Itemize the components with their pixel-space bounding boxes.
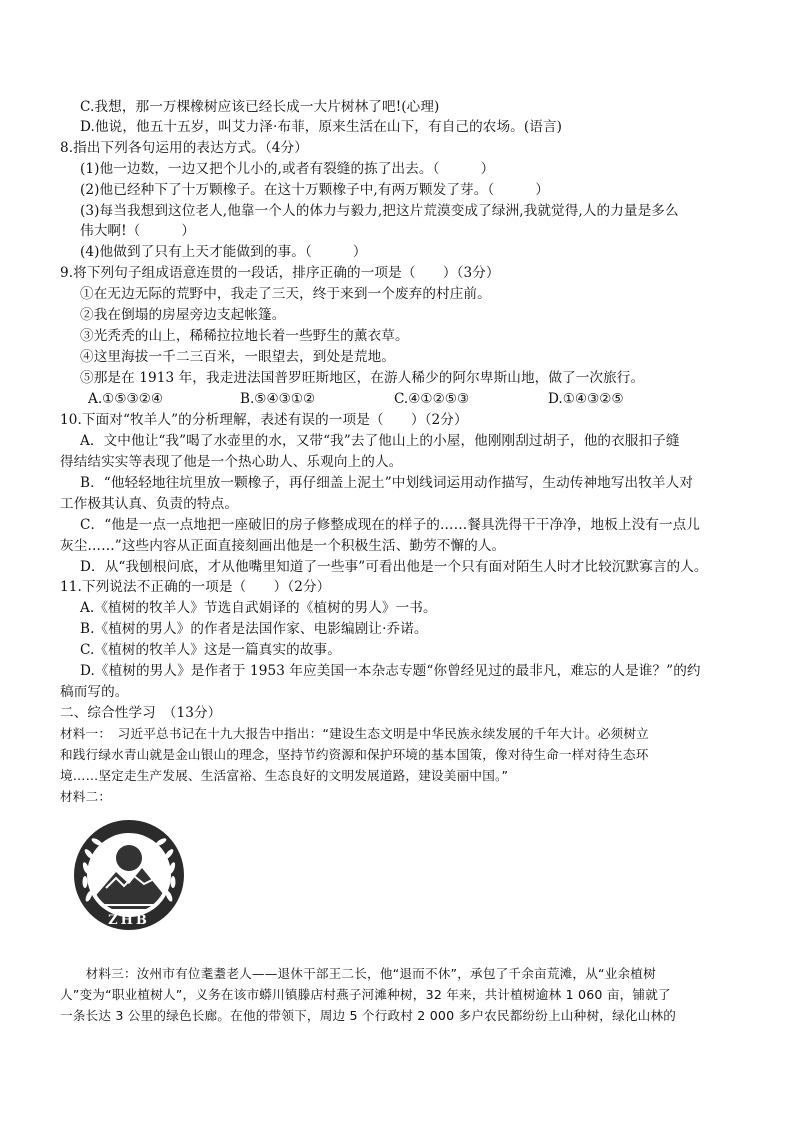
q10-option-a-cont: 得结结实实等表现了他是一个热心助人、乐观向上的人。 — [60, 454, 403, 470]
q9-sentence-2: ②我在倒塌的房屋旁边支起帐篷。 — [80, 307, 286, 323]
q9-choice-d: D.①④③②⑤ — [548, 391, 624, 407]
q8-item-3: (3)每当我想到这位老人,他靠一个人的体力与毅力,把这片荒漠变成了绿洲,我就觉得,人的力量是多么 — [80, 203, 679, 219]
q9-choice-b: B.⑤④③①② — [240, 391, 316, 407]
q10-option-b-cont: 工作极其认真、负责的特点。 — [60, 496, 239, 512]
emblem-sun — [116, 845, 142, 871]
q11-option-b: B.《植树的男人》的作者是法国作家、电影编剧让·乔诺。 — [80, 621, 428, 637]
material-1-line-2: 和践行绿水青山就是金山银山的理念，坚持节约资源和保护环境的基本国策，像对待生命一样对待生态环 — [60, 747, 649, 762]
material-1-line-1: 材料一： 习近平总书记在十九大报告中指出：“建设生态文明是中华民族永续发展的千年大计。必须树立 — [60, 726, 649, 741]
q10-stem: 10.下面对“牧羊人”的分析理解，表述有误的一项是（ ）（2分） — [60, 412, 468, 428]
material-3-line-3: 一条长达 3 公里的绿色长廊。在他的带领下，周边 5 个行政村 2 000 多户农民都纷纷上山种树，绿化山林的 — [60, 1008, 677, 1023]
material-3-line-1: 材料三：汝州市有位耄耋老人——退休干部王二长，他“退而不休”，承包了千余亩荒滩，从“业余植树 — [60, 966, 656, 981]
q7-option-d: D.他说，他五十五岁，叫艾力泽·布菲，原来生活在山下，有自己的农场。(语言) — [80, 119, 563, 135]
q9-sentence-4: ④这里海拔一千二三百米，一眼望去，到处是荒地。 — [80, 349, 395, 365]
q11-option-d-cont: 稿而写的。 — [60, 684, 129, 700]
q10-option-c: C．“他是一点一点地把一座破旧的房子修整成现在的样子的……餐具洗得干干净净，地板上没有一点儿 — [80, 517, 701, 533]
q11-stem: 11.下列说法不正确的一项是（ ）（2分） — [60, 579, 331, 595]
material-3-line-2: 人”变为“职业植树人”，义务在该市蟒川镇滕店村燕子河滩种树，32 年来，共计植树逾林 1 060 亩，铺就了 — [60, 987, 671, 1002]
material-1-line-3: 境……坚定走生产发展、生活富裕、生态良好的文明发展道路，建设美丽中国。” — [60, 768, 509, 783]
q9-stem: 9.将下列句子组成语意连贯的一段话，排序正确的一项是（ ）（3分） — [60, 265, 500, 281]
environmental-protection-emblem — [72, 818, 186, 932]
q11-option-d: D.《植树的男人》是作者于 1953 年应美国一本杂志专题“你曾经见过的最非凡，难忘的人是谁？”的约 — [80, 663, 701, 679]
q8-stem: 8.指出下列各句运用的表达方式。（4分） — [60, 140, 308, 156]
q9-sentence-3: ③光秃秃的山上，稀稀拉拉地长着一些野生的薰衣草。 — [80, 328, 409, 344]
q11-option-c: C.《植树的牧羊人》这是一篇真实的故事。 — [80, 642, 341, 658]
q11-option-a: A.《植树的牧羊人》节选自武娟译的《植树的男人》一书。 — [80, 600, 437, 616]
material-2-label: 材料二： — [60, 789, 112, 804]
q10-option-d: D．从“我刨根问底，才从他嘴里知道了一些事”可看出他是一个只有面对陌生人时才比较沉默寡言的人。 — [80, 559, 708, 575]
q8-item-1: (1)他一边数，一边又把个儿小的,或者有裂缝的拣了出去。（ ） — [80, 161, 495, 177]
q7-option-c: C.我想，那一万棵橡树应该已经长成一大片树林了吧!(心理) — [80, 99, 440, 115]
q9-sentence-5: ⑤那是在 1913 年，我走进法国普罗旺斯地区，在游人稀少的阿尔卑斯山地，做了一次旅行。 — [80, 370, 645, 386]
q8-item-3-cont: 伟大啊!（ ） — [80, 223, 196, 239]
q10-option-c-cont: 灰尘……”这些内容从正面直接刻画出他是一个积极生活、勤劳不懈的人。 — [60, 538, 506, 554]
q10-option-b: B．“他轻轻地往坑里放一颗橡子，再仔细盖上泥土”中划线词运用动作描写，生动传神地写出牧羊人对 — [80, 475, 694, 491]
q10-option-a: A．文中他让“我”喝了水壶里的水，又带“我”去了他山上的小屋，他刚刚刮过胡子，他的衣服扣子缝 — [80, 433, 680, 449]
q9-choice-a: A.①⑤③②④ — [88, 391, 164, 407]
q9-sentence-1: ①在无边无际的荒野中，我走了三天，终于来到一个废弃的村庄前。 — [80, 286, 491, 302]
section-heading: 二、综合性学习 （13分） — [60, 705, 222, 721]
q8-item-4: (4)他做到了只有上天才能做到的事。（ ） — [80, 244, 367, 260]
emblem-letters: ZHB — [108, 913, 150, 928]
q8-item-2: (2)他已经种下了十万颗橡子。在这十万颗橡子中,有两万颗发了芽。（ ） — [80, 182, 550, 198]
q9-choice-c: C.④①②⑤③ — [394, 391, 470, 407]
